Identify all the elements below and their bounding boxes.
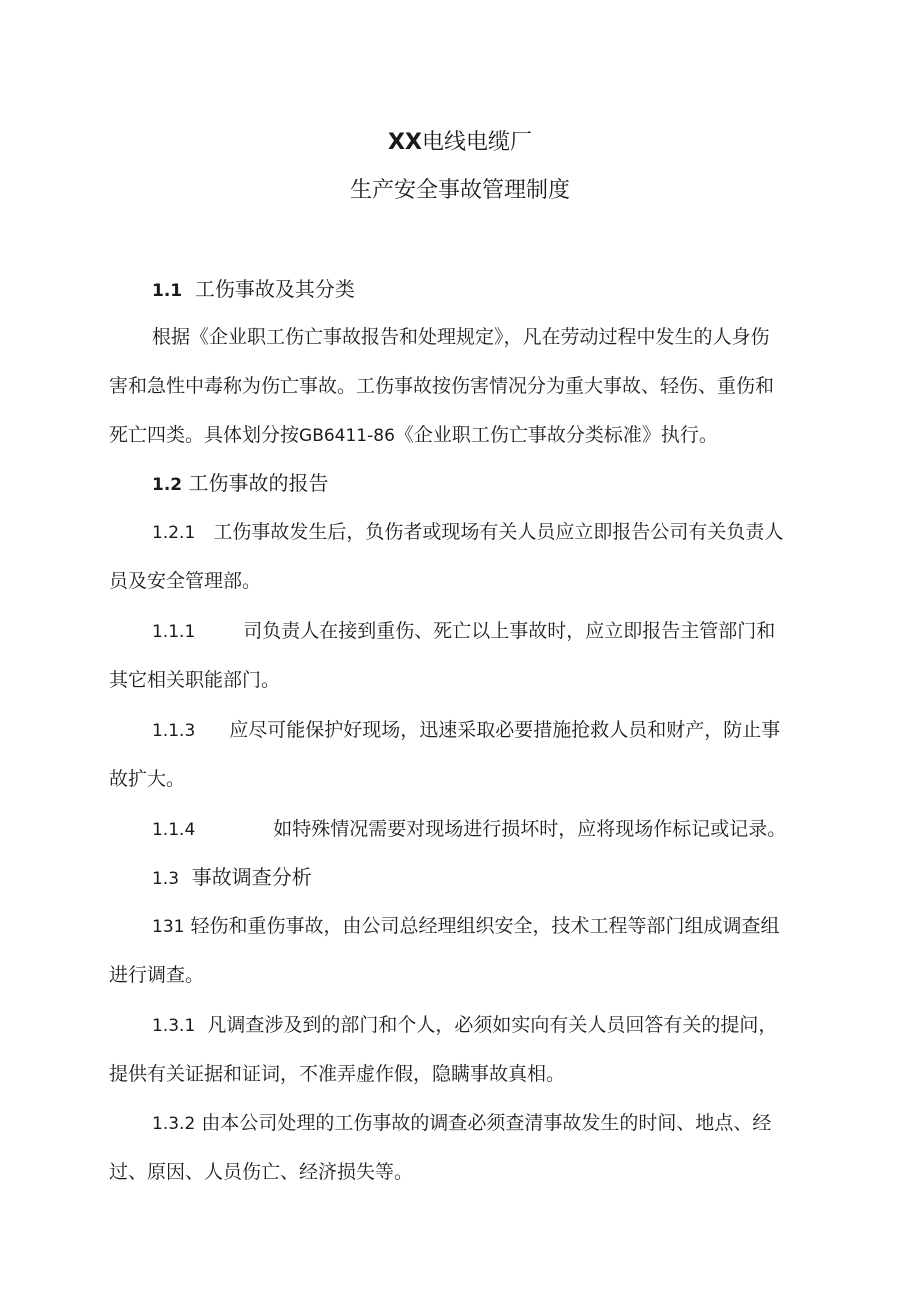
item-1-3-2 <box>152 1109 771 1138</box>
paragraph-line: 过、原因、人员伤亡、经济损失等。 <box>109 1161 414 1183</box>
item-1-1-1 <box>152 617 775 646</box>
text-span: 《企业职工伤亡事故分类标准》执行。 <box>394 424 718 446</box>
item-1-1-4 <box>152 815 786 844</box>
item-1-2-1 <box>152 518 783 547</box>
standard-code: GB6411-86 <box>299 426 395 446</box>
paragraph-line: 其它相关职能部门。 <box>109 669 281 691</box>
item-text: 由本公司处理的工伤事故的调查必须查清事故发生的时间、地点、经 <box>201 1112 772 1134</box>
item-number: 131 <box>152 917 185 937</box>
text-span: 死亡四类。具体划分按 <box>109 424 300 446</box>
section-1-3-heading <box>152 863 312 893</box>
section-number: 1.1 <box>152 281 183 301</box>
section-1-1-heading <box>152 275 355 305</box>
document-title-line1 <box>0 128 920 158</box>
item-number: 1.2.1 <box>152 523 196 543</box>
title-line1-text: 电线电缆厂 <box>421 130 532 155</box>
item-number: 1.3.2 <box>152 1114 196 1134</box>
item-number: 1.1.4 <box>152 820 196 840</box>
paragraph-line: 故扩大。 <box>109 768 186 790</box>
item-text: 司负责人在接到重伤、死亡以上事故时，应立即报告主管部门和 <box>243 620 776 642</box>
item-text: 应尽可能保护好现场，迅速采取必要措施抢救人员和财产，防止事 <box>229 719 781 741</box>
section-1-2-heading <box>152 469 328 499</box>
item-131 <box>152 912 780 941</box>
section-title: 工伤事故的报告 <box>188 471 329 495</box>
item-1-1-3 <box>152 716 780 745</box>
item-number: 1.3.1 <box>152 1016 196 1036</box>
paragraph-line <box>109 421 718 450</box>
paragraph-line: 提供有关证据和证词，不准弄虚作假，隐瞒事故真相。 <box>109 1063 566 1085</box>
item-text: 如特殊情况需要对现场进行损坏时，应将现场作标记或记录。 <box>273 818 787 840</box>
section-title: 事故调查分析 <box>191 865 312 889</box>
item-number: 1.1.1 <box>152 622 196 642</box>
item-text: 轻伤和重伤事故，由公司总经理组织安全，技术工程等部门组成调查组 <box>190 915 780 937</box>
item-1-3-1 <box>152 1011 777 1040</box>
section-number: 1.2 <box>152 475 183 495</box>
paragraph-line: 根据《企业职工伤亡事故报告和处理规定》，凡在劳动过程中发生的人身伤 <box>152 326 770 348</box>
item-text: 凡调查涉及到的部门和个人，必须如实向有关人员回答有关的提问， <box>207 1014 778 1036</box>
document-title-line2: 生产安全事故管理制度 <box>349 178 570 203</box>
section-title: 工伤事故及其分类 <box>194 277 355 301</box>
paragraph-line: 害和急性中毒称为伤亡事故。工伤事故按伤害情况分为重大事故、轻伤、重伤和 <box>109 375 775 397</box>
item-text: 工伤事故发生后，负伤者或现场有关人员应立即报告公司有关负责人 <box>213 521 784 543</box>
section-number: 1.3 <box>152 869 180 889</box>
paragraph-line: 进行调查。 <box>109 964 205 986</box>
paragraph-line: 员及安全管理部。 <box>109 570 262 592</box>
item-number: 1.1.3 <box>152 721 196 741</box>
title-bold-prefix: XX <box>388 130 422 155</box>
